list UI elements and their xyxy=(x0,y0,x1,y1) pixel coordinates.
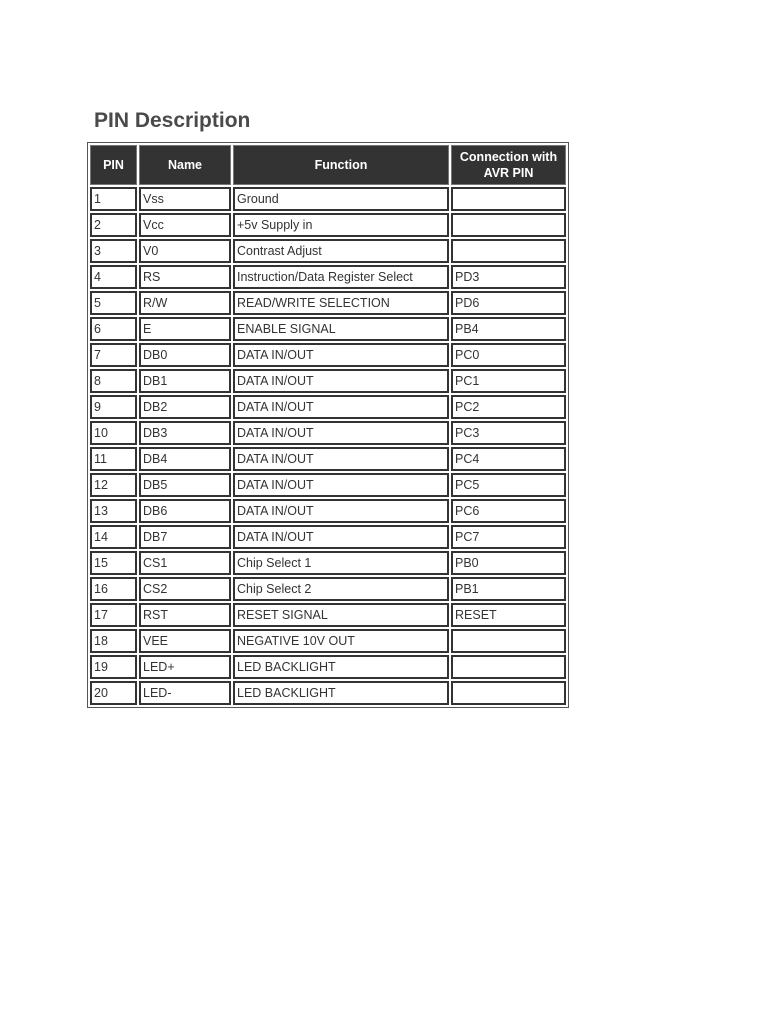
cell-pin: 3 xyxy=(90,239,137,263)
page-title: PIN Description xyxy=(94,109,251,132)
cell-avr-pin xyxy=(451,187,566,211)
cell-avr-pin: PC0 xyxy=(451,343,566,367)
cell-avr-pin: PC5 xyxy=(451,473,566,497)
table-row xyxy=(90,395,566,419)
cell-function: NEGATIVE 10V OUT xyxy=(233,629,449,653)
cell-function: DATA IN/OUT xyxy=(233,473,449,497)
table-row xyxy=(90,369,566,393)
cell-function: DATA IN/OUT xyxy=(233,369,449,393)
cell-pin: 7 xyxy=(90,343,137,367)
cell-name: DB3 xyxy=(139,421,231,445)
cell-pin: 17 xyxy=(90,603,137,627)
cell-avr-pin: PC7 xyxy=(451,525,566,549)
cell-pin: 5 xyxy=(90,291,137,315)
table-row xyxy=(90,421,566,445)
cell-function: Chip Select 2 xyxy=(233,577,449,601)
cell-name: Vss xyxy=(139,187,231,211)
header-name: Name xyxy=(139,145,231,185)
cell-avr-pin: PD3 xyxy=(451,265,566,289)
cell-avr-pin: PC6 xyxy=(451,499,566,523)
header-pin: PIN xyxy=(90,145,137,185)
cell-avr-pin: PC1 xyxy=(451,369,566,393)
cell-pin: 9 xyxy=(90,395,137,419)
table-row xyxy=(90,499,566,523)
table-row xyxy=(90,239,566,263)
cell-pin: 12 xyxy=(90,473,137,497)
table-row xyxy=(90,551,566,575)
table-row xyxy=(90,577,566,601)
cell-pin: 10 xyxy=(90,421,137,445)
cell-function: Instruction/Data Register Select xyxy=(233,265,449,289)
cell-name: VEE xyxy=(139,629,231,653)
header-avr-connection: Connection with AVR PIN xyxy=(451,145,566,185)
table-row xyxy=(90,603,566,627)
cell-function: LED BACKLIGHT xyxy=(233,681,449,705)
cell-avr-pin: PC4 xyxy=(451,447,566,471)
cell-pin: 18 xyxy=(90,629,137,653)
cell-pin: 15 xyxy=(90,551,137,575)
table-row xyxy=(90,473,566,497)
cell-name: CS2 xyxy=(139,577,231,601)
cell-function: DATA IN/OUT xyxy=(233,395,449,419)
cell-function: RESET SIGNAL xyxy=(233,603,449,627)
cell-avr-pin xyxy=(451,655,566,679)
cell-name: RS xyxy=(139,265,231,289)
cell-name: LED+ xyxy=(139,655,231,679)
pin-description-table xyxy=(87,142,569,708)
cell-function: ENABLE SIGNAL xyxy=(233,317,449,341)
cell-avr-pin xyxy=(451,239,566,263)
cell-pin: 2 xyxy=(90,213,137,237)
cell-name: DB4 xyxy=(139,447,231,471)
table-row xyxy=(90,291,566,315)
cell-avr-pin: PD6 xyxy=(451,291,566,315)
cell-function: DATA IN/OUT xyxy=(233,525,449,549)
table-row xyxy=(90,629,566,653)
cell-function: DATA IN/OUT xyxy=(233,499,449,523)
table-header-row xyxy=(90,145,566,185)
cell-avr-pin: PB0 xyxy=(451,551,566,575)
cell-function: LED BACKLIGHT xyxy=(233,655,449,679)
cell-avr-pin xyxy=(451,213,566,237)
table-body xyxy=(90,187,566,705)
cell-avr-pin: RESET xyxy=(451,603,566,627)
table-row xyxy=(90,343,566,367)
cell-avr-pin xyxy=(451,681,566,705)
cell-pin: 6 xyxy=(90,317,137,341)
table-row xyxy=(90,525,566,549)
cell-avr-pin: PB4 xyxy=(451,317,566,341)
cell-function: Contrast Adjust xyxy=(233,239,449,263)
cell-pin: 11 xyxy=(90,447,137,471)
cell-name: DB7 xyxy=(139,525,231,549)
cell-avr-pin: PC3 xyxy=(451,421,566,445)
cell-name: DB0 xyxy=(139,343,231,367)
table-row xyxy=(90,655,566,679)
cell-pin: 20 xyxy=(90,681,137,705)
header-function: Function xyxy=(233,145,449,185)
cell-function: DATA IN/OUT xyxy=(233,421,449,445)
table-row xyxy=(90,681,566,705)
table-row xyxy=(90,265,566,289)
table-row xyxy=(90,317,566,341)
cell-avr-pin: PB1 xyxy=(451,577,566,601)
cell-name: R/W xyxy=(139,291,231,315)
cell-function: DATA IN/OUT xyxy=(233,447,449,471)
cell-pin: 19 xyxy=(90,655,137,679)
cell-avr-pin xyxy=(451,629,566,653)
cell-name: RST xyxy=(139,603,231,627)
cell-function: +5v Supply in xyxy=(233,213,449,237)
cell-function: DATA IN/OUT xyxy=(233,343,449,367)
cell-name: DB2 xyxy=(139,395,231,419)
cell-name: Vcc xyxy=(139,213,231,237)
table-row xyxy=(90,213,566,237)
cell-avr-pin: PC2 xyxy=(451,395,566,419)
cell-pin: 13 xyxy=(90,499,137,523)
cell-pin: 1 xyxy=(90,187,137,211)
cell-name: DB5 xyxy=(139,473,231,497)
cell-name: DB6 xyxy=(139,499,231,523)
cell-pin: 14 xyxy=(90,525,137,549)
cell-function: Ground xyxy=(233,187,449,211)
table-row xyxy=(90,447,566,471)
cell-name: LED- xyxy=(139,681,231,705)
table-row xyxy=(90,187,566,211)
cell-name: DB1 xyxy=(139,369,231,393)
cell-name: E xyxy=(139,317,231,341)
cell-pin: 8 xyxy=(90,369,137,393)
cell-function: Chip Select 1 xyxy=(233,551,449,575)
cell-name: V0 xyxy=(139,239,231,263)
cell-name: CS1 xyxy=(139,551,231,575)
cell-function: READ/WRITE SELECTION xyxy=(233,291,449,315)
cell-pin: 4 xyxy=(90,265,137,289)
cell-pin: 16 xyxy=(90,577,137,601)
